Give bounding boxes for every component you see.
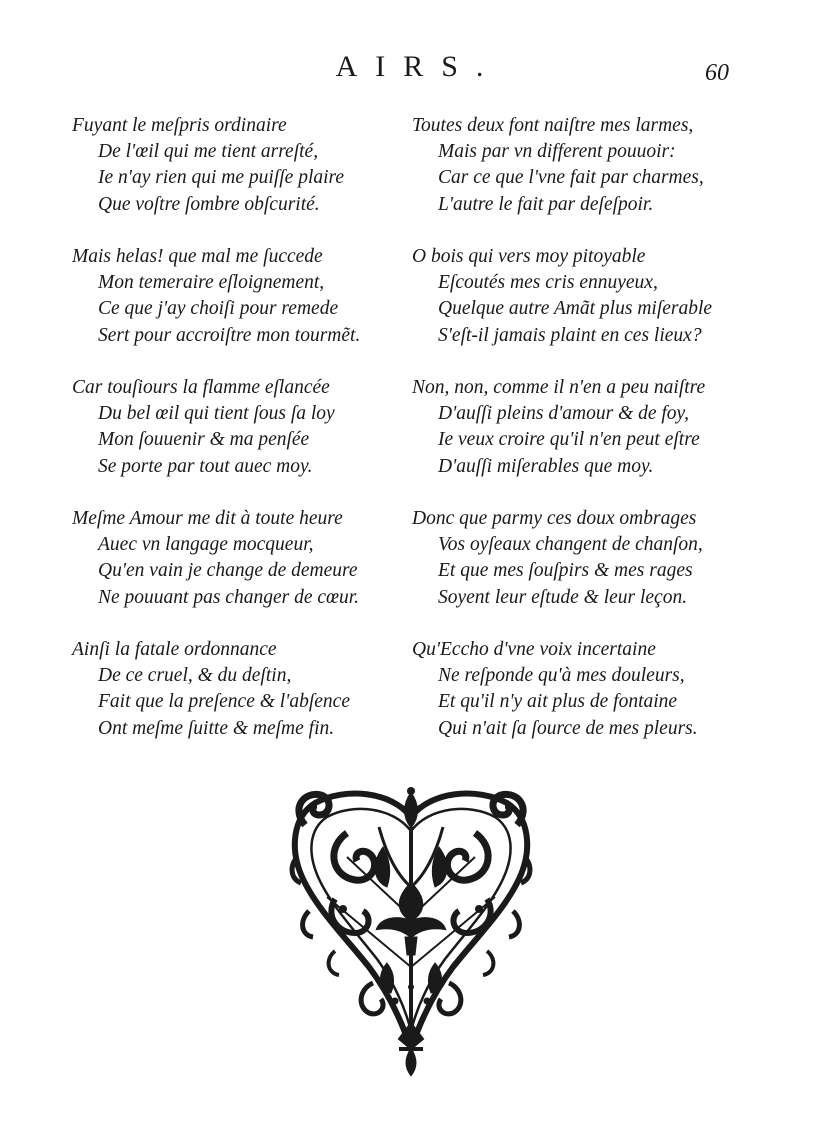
- verse-line: Et qu'il n'y ait plus de fontaine: [438, 691, 678, 713]
- verse-line: Eſcoutés mes cris ennuyeux,: [438, 272, 658, 294]
- verse-line: O bois qui vers moy pitoyable: [412, 246, 646, 267]
- verse-line: Ie n'ay rien qui me puiſſe plaire: [98, 167, 345, 189]
- stanza: [72, 113, 442, 244]
- page-number: 60: [705, 60, 729, 86]
- verse-line: Se porte par tout auec moy.: [98, 455, 313, 477]
- verse-line: Quelque autre Amãt plus miſerable: [438, 298, 713, 320]
- verse-line: Donc que parmy ces doux ombrages: [412, 508, 697, 529]
- verse-line: Fait que la preſence & l'abſence: [98, 691, 350, 713]
- verse-line: Ce que j'ay choiſi pour remede: [98, 298, 339, 320]
- left-column: [72, 113, 442, 768]
- verse-line: Sert pour accroiſtre mon tourmẽt.: [98, 324, 361, 346]
- verse-line: Ainſi la fatale ordonnance: [72, 639, 277, 660]
- verse-line: Mais par vn different pouuoir:: [438, 141, 676, 163]
- verse-line: Et que mes ſouſpirs & mes rages: [438, 560, 693, 582]
- verse-line: Non, non, comme il n'en a peu naiſtre: [412, 377, 706, 398]
- verse-line: Ne reſponde qu'à mes douleurs,: [438, 665, 685, 687]
- verse-line: Fuyant le meſpris ordinaire: [72, 115, 287, 136]
- verse-line: Mon temeraire eſloignement,: [98, 272, 325, 294]
- stanza: [412, 637, 782, 768]
- stanza: [412, 506, 782, 637]
- verse-line: Auec vn langage mocqueur,: [98, 534, 314, 556]
- verse-line: S'eſt-il jamais plaint en ces lieux?: [438, 324, 702, 346]
- verse-line: Mon ſouuenir & ma penſée: [98, 429, 310, 451]
- verse-line: Car ce que l'vne fait par charmes,: [438, 167, 704, 189]
- verse-line: Soyent leur eſtude & leur leçon.: [438, 586, 688, 608]
- heart-arabesque-ornament-icon: [287, 787, 535, 1077]
- page-title: AIRS.: [335, 50, 502, 83]
- verse-line: Mais helas! que mal me ſuccede: [72, 246, 323, 267]
- right-column: [412, 113, 782, 768]
- stanza: [412, 113, 782, 244]
- verse-line: Vos oyſeaux changent de chanſon,: [438, 534, 703, 556]
- verse-line: Qu'Eccho d'vne voix incertaine: [412, 639, 656, 660]
- stanza: [412, 244, 782, 375]
- verse-line: D'auſſi pleins d'amour & de foy,: [438, 403, 689, 425]
- verse-line: D'auſſi miſerables que moy.: [438, 455, 654, 477]
- verse-line: Que voſtre ſombre obſcurité.: [98, 193, 320, 215]
- stanza: [72, 244, 442, 375]
- verse-line: Car touſiours la flamme eſlancée: [72, 377, 330, 398]
- verse-line: De l'œil qui me tient arreſté,: [98, 141, 319, 163]
- stanza: [72, 506, 442, 637]
- verse-line: Meſme Amour me dit à toute heure: [72, 508, 343, 529]
- verse-line: Ne pouuant pas changer de cœur.: [98, 586, 360, 608]
- stanza: [412, 375, 782, 506]
- stanza: [72, 375, 442, 506]
- verse-line: Du bel œil qui tient ſous ſa loy: [98, 403, 335, 425]
- verse-line: De ce cruel, & du deſtin,: [98, 665, 292, 687]
- verse-line: Qu'en vain je change de demeure: [98, 560, 358, 582]
- verse-line: L'autre le fait par deſeſpoir.: [438, 193, 654, 215]
- verse-line: Toutes deux font naiſtre mes larmes,: [412, 115, 694, 136]
- verse-line: Qui n'ait ſa ſource de mes pleurs.: [438, 717, 698, 739]
- stanza: [72, 637, 442, 768]
- verse-line: Ont meſme ſuitte & meſme fin.: [98, 717, 335, 739]
- verse-line: Ie veux croire qu'il n'en peut eſtre: [438, 429, 700, 451]
